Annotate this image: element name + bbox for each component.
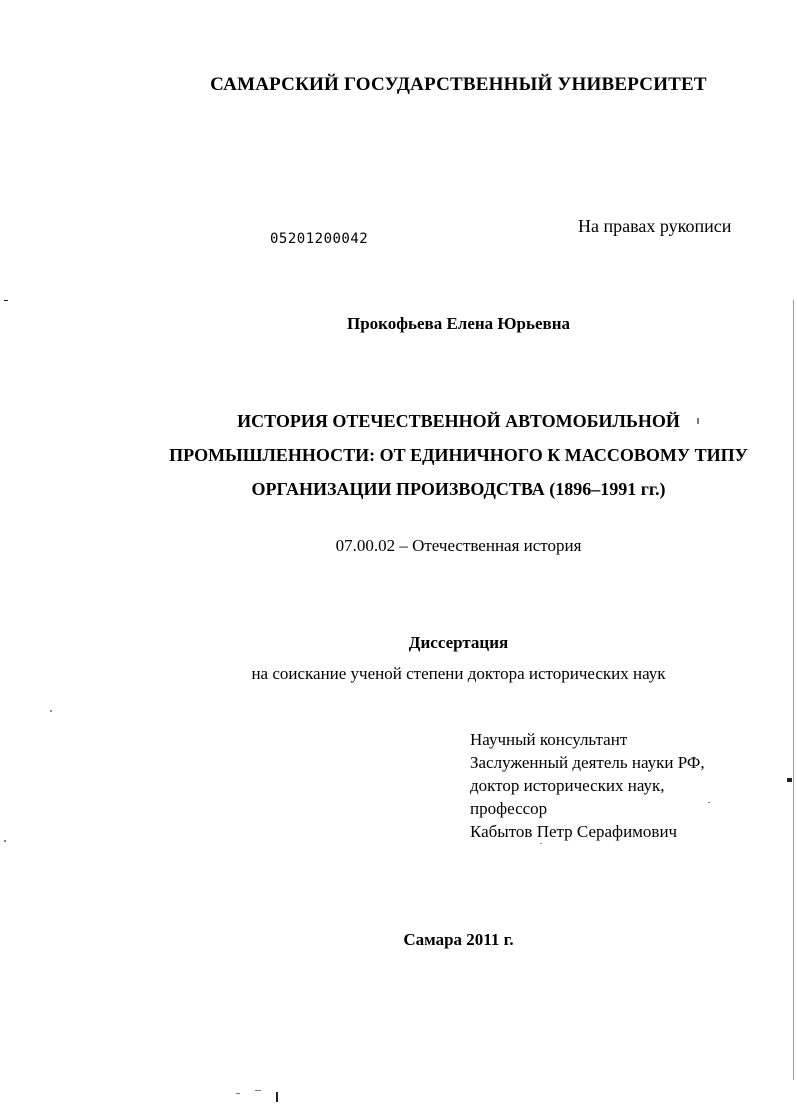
scan-speck [255,1090,261,1091]
author-name: Прокофьева Елена Юрьевна [346,314,571,333]
archive-code: 05201200042 [270,231,369,247]
consultant-line: Научный консультант [470,730,628,749]
university-name: САМАРСКИЙ ГОСУДАРСТВЕННЫЙ УНИВЕРСИТЕТ [210,74,707,95]
specialty-code: 07.00.02 – Отечественная история [335,536,582,555]
consultant-line: Кабытов Петр Серафимович [470,822,678,841]
document-type: Диссертация [408,633,509,652]
city-year: Самара 2011 г. [403,930,514,949]
title-line: ОРГАНИЗАЦИИ ПРОИЗВОДСТВА (1896–1991 гг.) [251,479,666,499]
degree-line: на соискание ученой степени доктора исторических наук [251,664,666,683]
scan-speck [4,300,8,301]
title-line: ПРОМЫШЛЕННОСТИ: ОТ ЕДИНИЧНОГО К МАССОВОМУ ТИПУ [169,445,748,465]
scan-speck [50,710,52,712]
title-line: ИСТОРИЯ ОТЕЧЕСТВЕННОЙ АВТОМОБИЛЬНОЙ [237,411,680,431]
scientific-consultant-block [470,728,705,843]
scan-speck [4,840,6,842]
scan-speck [697,418,699,424]
scan-speck [787,778,792,782]
scan-speck [540,843,542,844]
consultant-line: доктор исторических наук, [470,776,665,795]
dissertation-title [0,404,797,506]
scan-speck [276,1092,278,1102]
scan-speck [236,1093,240,1094]
scan-speck [708,802,710,803]
consultant-line: профессор [470,799,548,818]
scan-edge-line [793,300,794,1080]
consultant-line: Заслуженный деятель науки РФ, [470,753,705,772]
manuscript-rights-note: На правах рукописи [578,216,732,236]
